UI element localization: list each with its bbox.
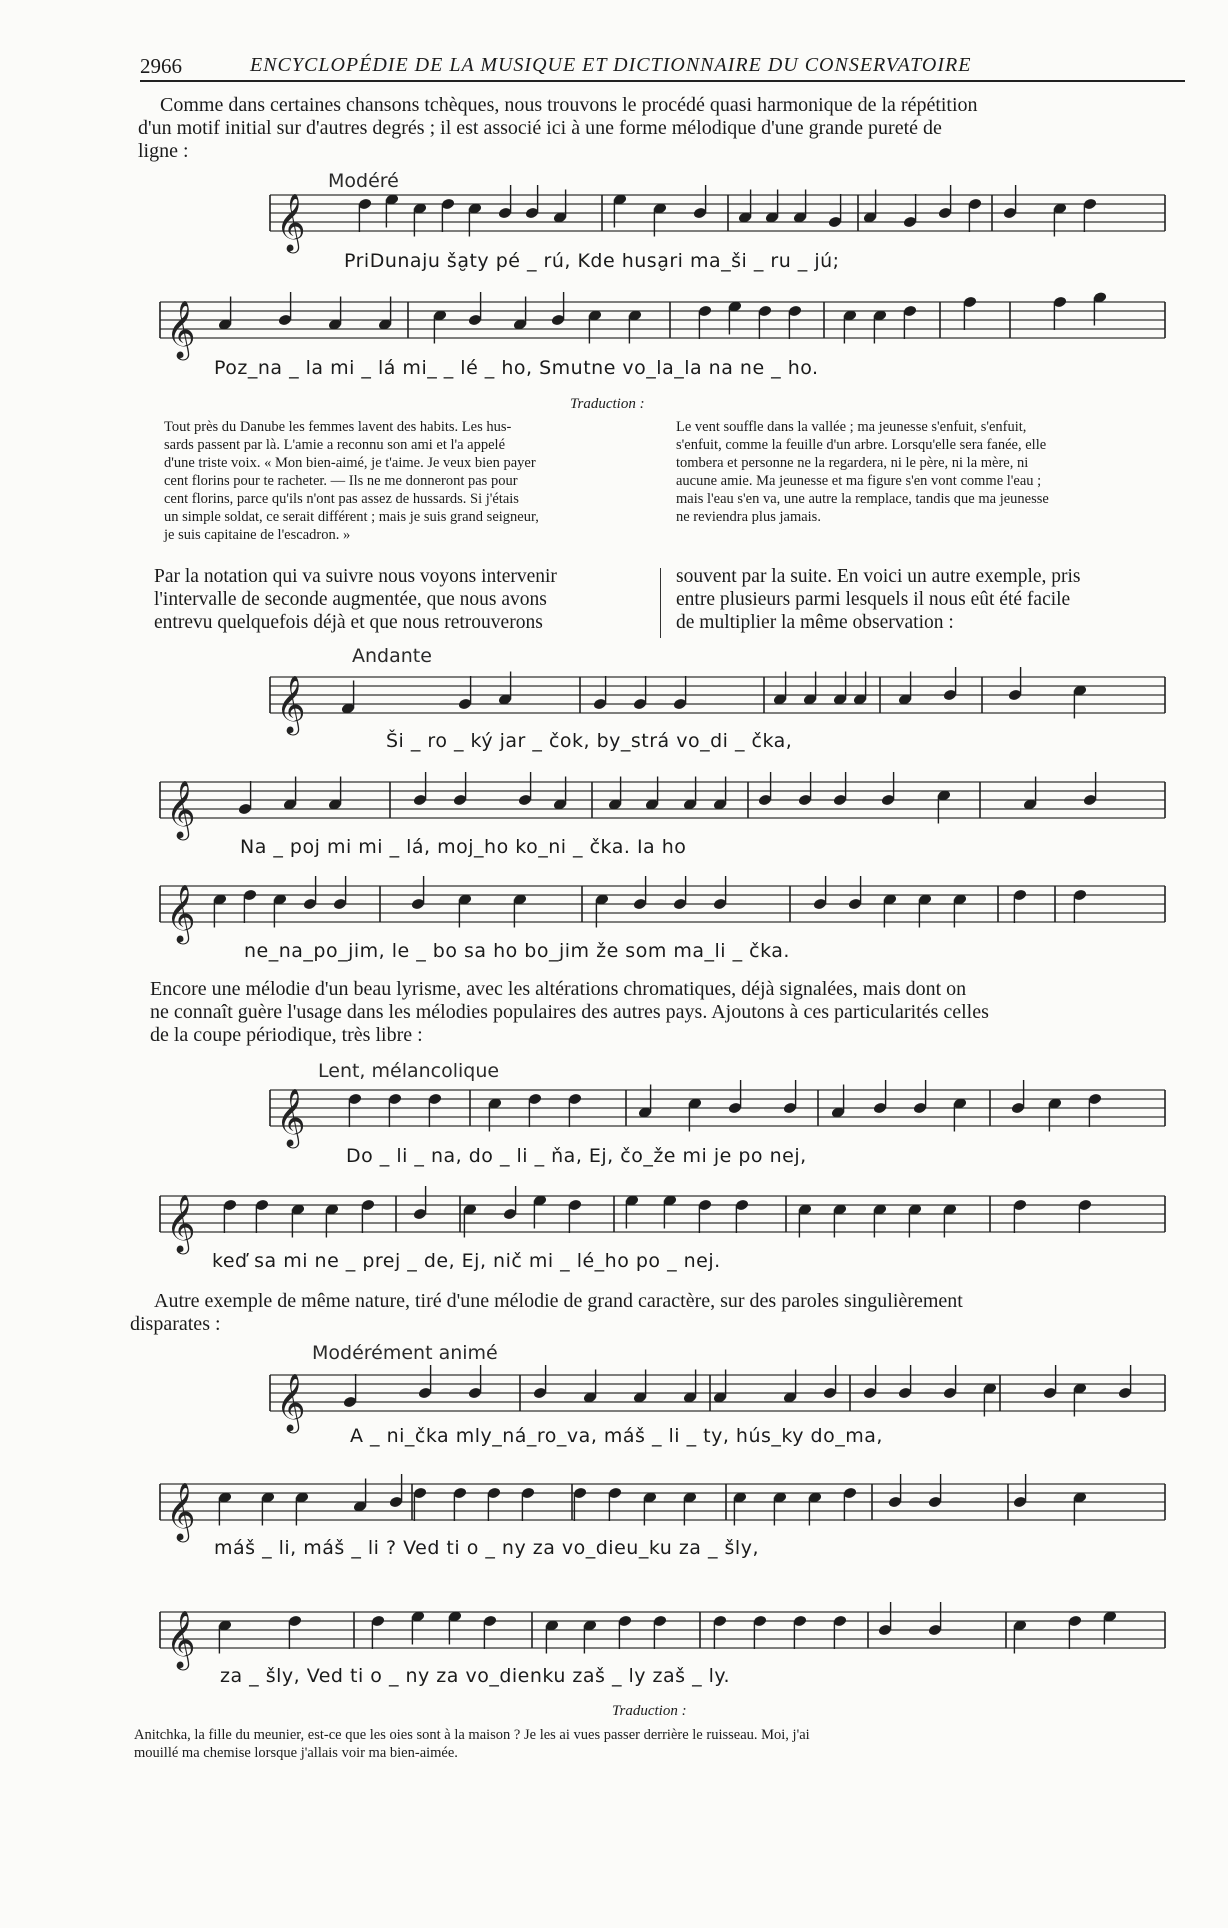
running-title: ENCYCLOPÉDIE DE LA MUSIQUE ET DICTIONNAIRE DU CONSERVATOIRE [250,54,972,76]
treble-clef-icon: 𝄞 [166,884,196,942]
text-line: d'un motif initial sur d'autres degrés ; il est associé ici à une forme mélodique d'une grande pureté de [138,117,942,139]
text-line: Tout près du Danube les femmes lavent des habits. Les hus- [164,419,512,435]
treble-clef-icon: 𝄞 [166,780,196,838]
text-line: souvent par la suite. En voici un autre exemple, pris [676,566,1081,587]
text-line: de la coupe périodique, très libre : [150,1024,423,1046]
text-line: ne connaît guère l'usage dans les mélodies populaires des autres pays. Ajoutons à ces particularités celles [150,1001,989,1023]
text-line: mouillé ma chemise lorsque j'allais voir ma bien-aimée. [134,1745,458,1761]
lyrics-line: Poz_na _ la mi _ lá mi_ _ lé _ ho, Smutne vo_la_la na ne _ ho. [214,357,819,379]
lyrics-line: máš _ li, máš _ li ? Ved ti o _ ny za vo_dieu_ku za _ šly, [214,1537,759,1559]
text-line: aucune amie. Ma jeunesse et ma figure s'en vont comme l'eau ; [676,473,1042,489]
text-line: de multiplier la même observation : [676,612,954,633]
text-line: tombera et personne ne la regardera, ni le père, ni la mère, ni [676,455,1029,471]
paragraph-4 [130,1290,1188,1336]
paragraph-left-column [154,565,654,634]
text-line: Comme dans certaines chansons tchèques, nous trouvons le procédé quasi harmonique de la répétition [160,94,978,116]
text-line: Anitchka, la fille du meunier, est-ce que les oies sont à la maison ? Je les ai vues passer derrière le ruisseau. Moi, j'ai [134,1727,810,1743]
text-line: d'une triste voix. « Mon bien-aimé, je t'aime. Je veux bien payer [164,455,536,471]
text-line: cent florins pour te racheter. — Ils ne me donneront pas pour [164,473,518,489]
treble-clef-icon: 𝄞 [166,1482,196,1540]
translation-footer [134,1726,1186,1762]
paragraph-right-column [676,565,1188,634]
page-number: 2966 [140,54,182,78]
text-line: Par la notation qui va suivre nous voyons intervenir [154,566,557,587]
lyrics-line: A _ ni_čka mly_ná_ro_va, máš _ li _ ty, hús_ky do_ma, [350,1425,883,1447]
text-line: entrevu quelquefois déjà et que nous retrouverons [154,612,543,633]
lyrics-line: ne_na_po_jim, le _ bo sa ho bo_jim že som ma_li _ čka. [244,940,790,962]
text-line: s'enfuit, comme la feuille d'un arbre. Lorsqu'elle sera fanée, elle [676,437,1047,453]
text-line: Encore une mélodie d'un beau lyrisme, avec les altérations chromatiques, déjà signalées, mais dont on [150,978,967,1000]
treble-clef-icon: 𝄞 [166,300,196,358]
treble-clef-icon: 𝄞 [166,1194,196,1252]
text-line: Autre exemple de même nature, tiré d'une mélodie de grand caractère, sur des paroles singulièrement [154,1290,963,1312]
tempo-marking: Modérément animé [312,1342,498,1364]
translation-title: Traduction : [570,396,645,412]
text-line: ligne : [138,140,189,162]
lyrics-line: za _ šly, Ved ti o _ ny za vo_dienku zaš _ ly zaš _ ly. [220,1665,731,1687]
text-line: mais l'eau s'en va, une autre la remplace, tandis que ma jeunesse [676,491,1049,507]
tempo-marking: Andante [352,645,432,667]
text-line: un simple soldat, ce serait différent ; mais je suis grand seigneur, [164,509,539,525]
treble-clef-icon: 𝄞 [276,1373,306,1431]
column-divider [660,568,661,638]
treble-clef-icon: 𝄞 [166,1610,196,1668]
text-line: cent florins, parce qu'ils n'ont pas assez de hussards. Si j'étais [164,491,519,507]
text-line: sards passent par là. L'amie a reconnu son ami et l'a appelé [164,437,506,453]
text-line: l'intervalle de seconde augmentée, que nous avons [154,589,547,610]
translation-left-column [164,418,654,544]
text-line: disparates : [130,1313,221,1335]
tempo-marking: Lent, mélancolique [318,1060,500,1082]
lyrics-line: PriDunaju ša̮ty pé _ rú, Kde husa̮ri ma_ši _ ru _ jú; [344,250,840,272]
treble-clef-icon: 𝄞 [276,193,306,251]
lyrics-line: Na _ poj mi mi _ lá, moj_ho ko_ni _ čka. Ia ho [240,836,687,858]
treble-clef-icon: 𝄞 [276,1088,306,1146]
tempo-marking: Modéré [328,170,399,192]
translation-right-column [676,418,1188,526]
text-line: Le vent souffle dans la vallée ; ma jeunesse s'enfuit, s'enfuit, [676,419,1027,435]
translation-title: Traduction : [612,1703,687,1719]
text-line: je suis capitaine de l'escadron. » [164,527,351,543]
lyrics-line: keď sa mi ne _ prej _ de, Ej, nič mi _ lé_ho po _ nej. [212,1250,721,1272]
lyrics-line: Do _ li _ na, do _ li _ ňa, Ej, čo_že mi je po nej, [346,1145,807,1167]
text-line: entre plusieurs parmi lesquels il nous eût été facile [676,589,1071,610]
paragraph-3 [150,978,1188,1047]
treble-clef-icon: 𝄞 [276,675,306,733]
lyrics-line: Ši _ ro _ ký jar _ čok, by_strá vo_di _ čka, [386,730,793,752]
text-line: ne reviendra plus jamais. [676,509,821,525]
